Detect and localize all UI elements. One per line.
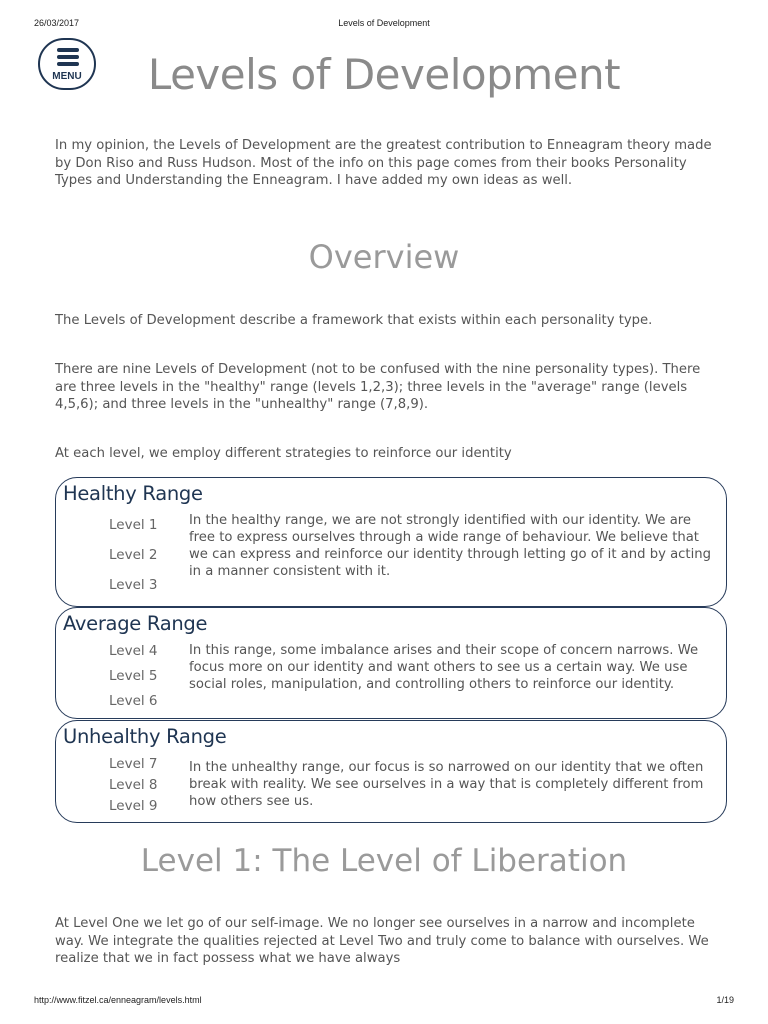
average-range-box <box>55 607 727 719</box>
range-title: Unhealthy Range <box>63 725 227 748</box>
level-label: Level 1 <box>109 517 158 533</box>
level1-heading: Level 1: The Level of Liberation <box>140 843 628 879</box>
range-title: Average Range <box>63 612 208 635</box>
level-label: Level 2 <box>109 547 158 563</box>
level1-paragraph: At Level One we let go of our self-image. We no longer see ourselves in a narrow and incomplete way. We integrate the qualities rejected at Level Two and truly come to balance with ourselves. We realize that we in fact possess what we have always <box>55 916 709 966</box>
range-description: In the healthy range, we are not strongly identified with our identity. We are free to express ourselves through a wide range of behaviour. We believe that we can express and reinforce our identity through letting go of it and by acting in a manner consistent with it. <box>189 513 711 579</box>
overview-heading: Overview <box>308 238 460 276</box>
menu-label: MENU <box>52 71 82 82</box>
print-header <box>0 18 768 30</box>
overview-paragraph-2: There are nine Levels of Development (not to be confused with the nine personality types). There are three levels in the "healthy" range (levels 1,2,3); three levels in the "average" range (levels 4,5,6); and three levels in the "unhealthy" range (7,8,9). <box>55 362 701 412</box>
unhealthy-range-box <box>55 720 727 823</box>
level-label: Level 4 <box>109 643 158 659</box>
level-label: Level 6 <box>109 693 158 709</box>
level-label: Level 7 <box>109 756 158 772</box>
print-date: 26/03/2017 <box>34 18 80 28</box>
print-footer <box>0 995 768 1007</box>
page-number: 1/19 <box>716 995 734 1005</box>
range-description: In this range, some imbalance arises and their scope of concern narrows. We focus more on our identity and want others to see us a certain way. We use social roles, manipulation, and controlling others to reinforce our identity. <box>189 643 699 692</box>
range-title: Healthy Range <box>63 482 203 505</box>
print-title: Levels of Development <box>338 18 430 28</box>
intro-paragraph: In my opinion, the Levels of Development are the greatest contribution to Enneagram theory made by Don Riso and Russ Hudson. Most of the info on this page comes from their books Personality Types and Understanding the Enneagram. I have added my own ideas as well. <box>55 138 712 188</box>
level-label: Level 5 <box>109 668 158 684</box>
page-title: Levels of Development <box>147 50 621 99</box>
overview-paragraph-3: At each level, we employ different strategies to reinforce our identity <box>55 446 512 461</box>
healthy-range-box <box>55 477 727 607</box>
page-url: http://www.fitzel.ca/enneagram/levels.html <box>34 995 202 1005</box>
range-description: In the unhealthy range, our focus is so narrowed on our identity that we often break with reality. We see ourselves in a way that is completely different from how others see us. <box>189 760 704 809</box>
overview-paragraph-1: The Levels of Development describe a framework that exists within each personality type. <box>55 313 653 328</box>
level-label: Level 9 <box>109 798 158 814</box>
level-label: Level 8 <box>109 777 158 793</box>
level-label: Level 3 <box>109 577 158 593</box>
